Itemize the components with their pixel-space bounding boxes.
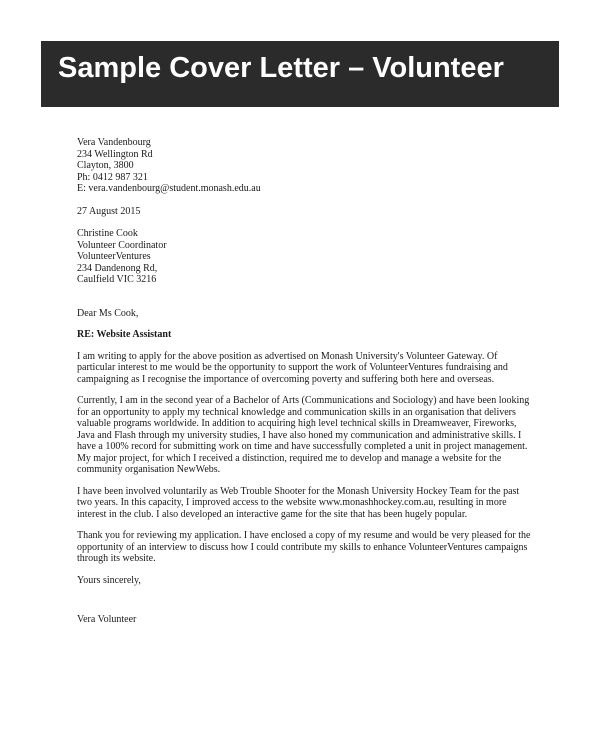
recipient-organisation: VolunteerVentures [77, 251, 151, 262]
sender-address [77, 137, 537, 195]
paragraph-line: through its website. [77, 553, 156, 564]
paragraph-2 [77, 395, 537, 476]
paragraph-line: for an opportunity to apply my technical knowledge and communication skills in an organisation that delivers [77, 406, 516, 418]
paragraph-line: two years. In this capacity, I improved access to the website www.monashhockey.com.au, resulting in more [77, 497, 507, 508]
paragraph-4 [77, 530, 537, 565]
paragraph-line: valuable programs worldwide. In addition to acquiring high level technical skills in Dreamweaver, Fireworks, [77, 418, 517, 429]
title-banner [41, 41, 559, 107]
paragraph-line: I have been involved voluntarily as Web Trouble Shooter for the Monash University Hockey Team for the past [77, 485, 520, 497]
paragraph-line: My major project, for which I received a distinction, required me to develop and manage a website for the [77, 452, 502, 464]
recipient-role: Volunteer Coordinator [77, 239, 167, 251]
re-line: RE: Website Assistant [77, 329, 172, 340]
paragraph-line: campaigning as I recognise the importance of overcoming poverty and suffering both here and overseas. [77, 373, 495, 385]
recipient-name: Christine Cook [77, 228, 138, 239]
paragraph-line: Currently, I am in the second year of a Bachelor of Arts (Communications and Sociology) and have been looking [77, 395, 530, 406]
paragraph-line: particular interest to me would be the opportunity to support the work of VolunteerVentures fundraising and [77, 362, 508, 373]
recipient-suburb: Caulfield VIC 3216 [77, 274, 157, 285]
salutation: Dear Ms Cook, [77, 307, 139, 319]
paragraph-1 [77, 351, 537, 386]
paragraph-line: Thank you for reviewing my application. I have enclosed a copy of my resume and would be very pleased for the [77, 530, 531, 541]
paragraph-line: have a 100% record for submitting work on time and have successfully completed a unit in project management. [77, 441, 528, 452]
letter-body [77, 137, 537, 626]
paragraph-line: community organisation NewWebs. [77, 464, 221, 475]
paragraph-line: opportunity of an interview to discuss how I could contribute my skills to enhance VolunteerVentures campaigns [77, 541, 528, 553]
sender-suburb: Clayton, 3800 [77, 160, 134, 171]
recipient-street: 234 Dandenong Rd, [77, 262, 158, 274]
paragraph-3 [77, 486, 537, 521]
closing: Yours sincerely, [77, 574, 141, 586]
paragraph-line: interest in the club. I also developed an interactive game for the site that has been hugely popular. [77, 508, 468, 520]
recipient-address [77, 228, 537, 286]
sender-phone: Ph: 0412 987 321 [77, 171, 148, 183]
sender-street: 234 Wellington Rd [77, 148, 153, 160]
paragraph-line: Java and Flash through my university studies, I have also honed my communication and administrative skills. I [77, 429, 522, 441]
page-title: Sample Cover Letter – Volunteer [58, 52, 504, 84]
paragraph-line: I am writing to apply for the above position as advertised on Monash University's Volunteer Gateway. Of [77, 350, 498, 362]
letter-date: 27 August 2015 [77, 205, 141, 217]
signature-name: Vera Volunteer [77, 614, 137, 625]
sender-name: Vera Vandenbourg [77, 137, 151, 148]
sender-email: E: vera.vandenbourg@student.monash.edu.au [77, 183, 261, 194]
